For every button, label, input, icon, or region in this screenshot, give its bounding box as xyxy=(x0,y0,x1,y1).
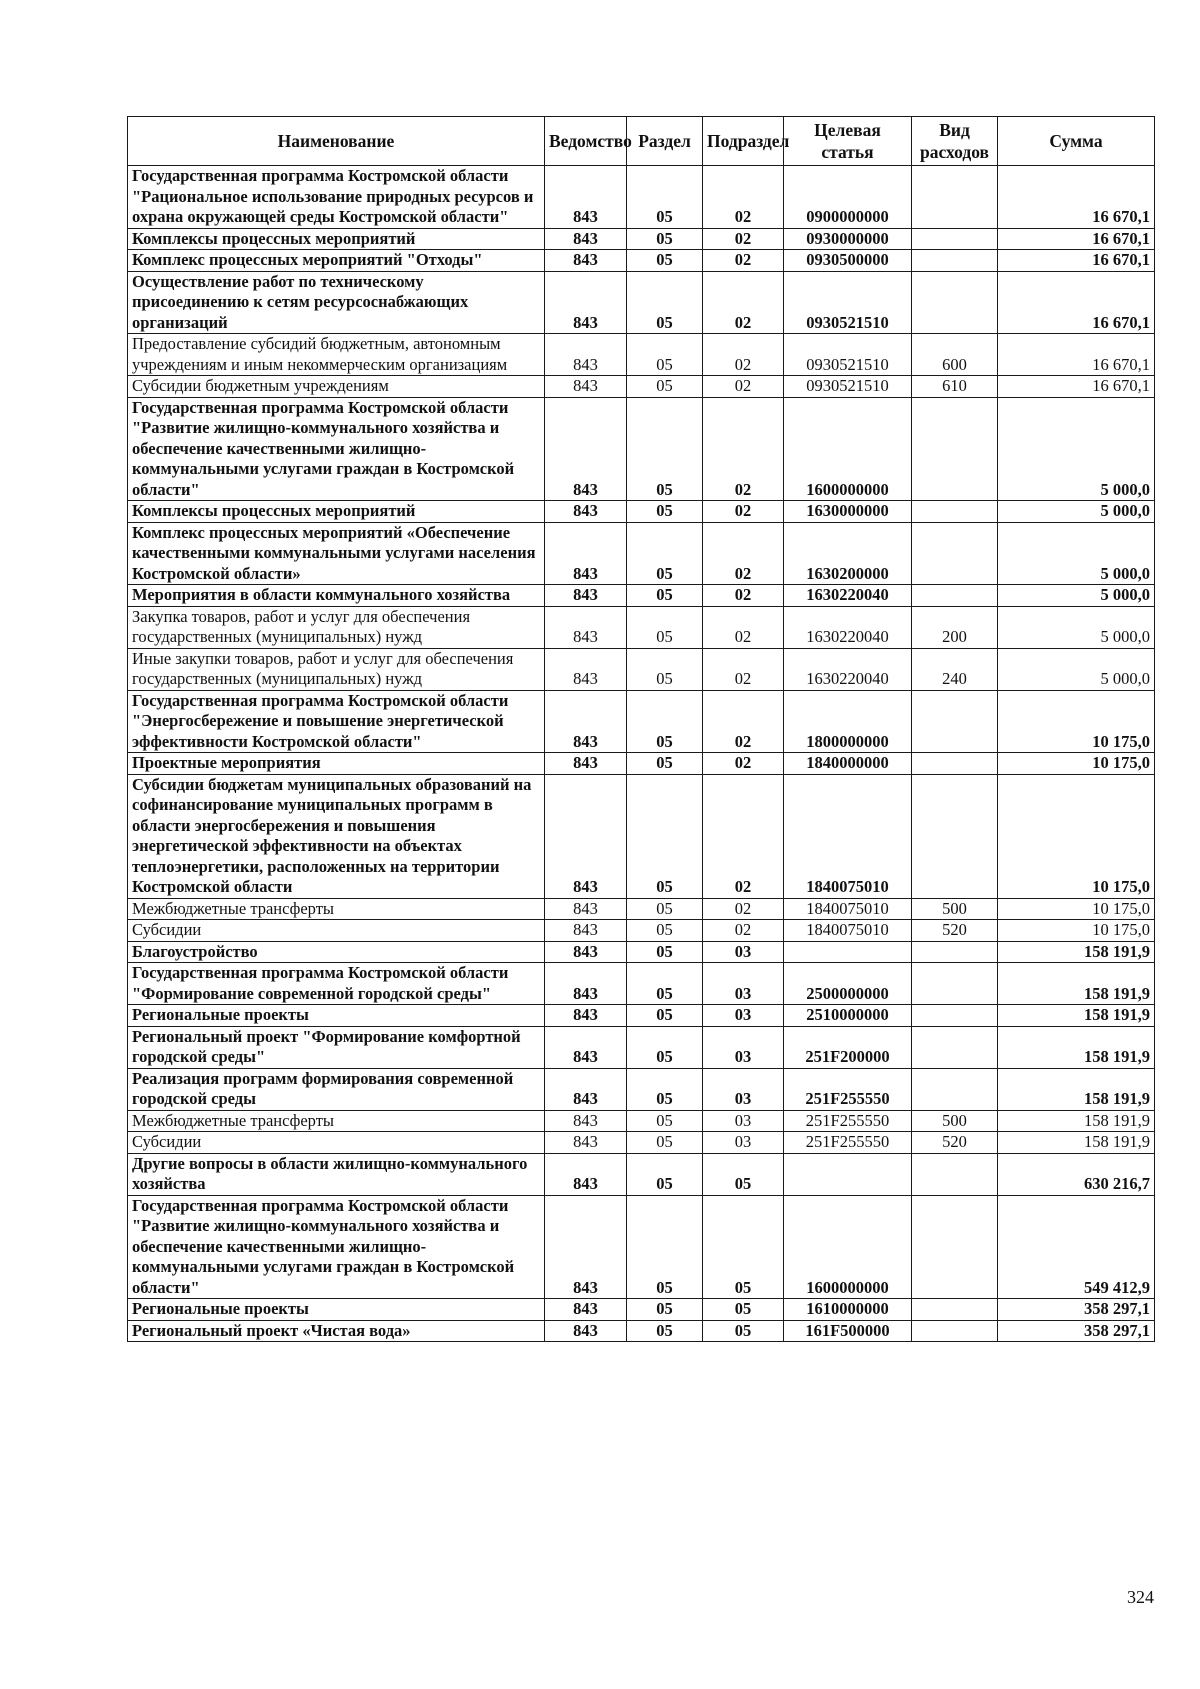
row-department: 843 xyxy=(545,648,627,690)
row-section: 05 xyxy=(627,941,703,963)
row-department: 843 xyxy=(545,1320,627,1342)
table-row xyxy=(128,774,1155,898)
row-department: 843 xyxy=(545,334,627,376)
row-expense-type xyxy=(912,501,998,523)
row-subsection: 03 xyxy=(703,963,784,1005)
row-sum: 630 216,7 xyxy=(998,1153,1155,1195)
row-sum: 16 670,1 xyxy=(998,228,1155,250)
row-sum: 158 191,9 xyxy=(998,1026,1155,1068)
row-name: Региональные проекты xyxy=(128,1299,545,1321)
table-header-row xyxy=(128,117,1155,166)
row-target-article: 251F255550 xyxy=(784,1110,912,1132)
row-target-article xyxy=(784,1153,912,1195)
row-name: Региональный проект "Формирование комфортной городской среды" xyxy=(128,1026,545,1068)
header-section: Раздел xyxy=(627,117,703,166)
row-sum: 158 191,9 xyxy=(998,1110,1155,1132)
row-target-article: 1630220040 xyxy=(784,648,912,690)
row-name: Благоустройство xyxy=(128,941,545,963)
row-subsection: 02 xyxy=(703,690,784,753)
row-department: 843 xyxy=(545,585,627,607)
row-department: 843 xyxy=(545,501,627,523)
row-target-article: 1840075010 xyxy=(784,898,912,920)
row-section: 05 xyxy=(627,1320,703,1342)
row-expense-type: 610 xyxy=(912,376,998,398)
row-sum: 5 000,0 xyxy=(998,522,1155,585)
row-section: 05 xyxy=(627,774,703,898)
row-department: 843 xyxy=(545,1005,627,1027)
row-department: 843 xyxy=(545,1068,627,1110)
row-subsection: 02 xyxy=(703,166,784,229)
header-target-article: Целевая статья xyxy=(784,117,912,166)
row-department: 843 xyxy=(545,271,627,334)
row-sum: 158 191,9 xyxy=(998,963,1155,1005)
row-target-article: 251F200000 xyxy=(784,1026,912,1068)
row-target-article: 1630220040 xyxy=(784,585,912,607)
row-name: Региональный проект «Чистая вода» xyxy=(128,1320,545,1342)
row-sum: 10 175,0 xyxy=(998,753,1155,775)
row-name: Мероприятия в области коммунального хозяйства xyxy=(128,585,545,607)
row-name: Закупка товаров, работ и услуг для обеспечения государственных (муниципальных) нужд xyxy=(128,606,545,648)
row-department: 843 xyxy=(545,898,627,920)
row-subsection: 02 xyxy=(703,271,784,334)
row-name: Комплекс процессных мероприятий «Обеспечение качественными коммунальными услугами населения Костромской области» xyxy=(128,522,545,585)
row-sum: 5 000,0 xyxy=(998,397,1155,501)
budget-table xyxy=(127,116,1155,1342)
row-name: Субсидии бюджетам муниципальных образований на софинансирование муниципальных программ в области энергосбережения и повышения энергетической эффективности на объектах теплоэнергетики, расположенных на территории Костромской области xyxy=(128,774,545,898)
table-row xyxy=(128,1153,1155,1195)
row-section: 05 xyxy=(627,585,703,607)
row-subsection: 02 xyxy=(703,648,784,690)
row-subsection: 05 xyxy=(703,1320,784,1342)
row-expense-type xyxy=(912,522,998,585)
table-row xyxy=(128,271,1155,334)
row-name: Осуществление работ по техническому присоединению к сетям ресурсоснабжающих организаций xyxy=(128,271,545,334)
row-department: 843 xyxy=(545,606,627,648)
row-name: Региональные проекты xyxy=(128,1005,545,1027)
table-row xyxy=(128,166,1155,229)
row-name: Межбюджетные трансферты xyxy=(128,898,545,920)
row-subsection: 02 xyxy=(703,898,784,920)
row-section: 05 xyxy=(627,1195,703,1299)
row-name: Проектные мероприятия xyxy=(128,753,545,775)
table-row xyxy=(128,963,1155,1005)
table-row xyxy=(128,501,1155,523)
row-target-article: 1840000000 xyxy=(784,753,912,775)
row-target-article: 0930521510 xyxy=(784,334,912,376)
row-name: Предоставление субсидий бюджетным, автономным учреждениям и иным некоммерческим организациям xyxy=(128,334,545,376)
row-subsection: 02 xyxy=(703,920,784,942)
row-expense-type xyxy=(912,774,998,898)
row-name: Государственная программа Костромской области "Развитие жилищно-коммунального хозяйства и обеспечение качественными жилищно-коммунальными услугами граждан в Костромской области" xyxy=(128,397,545,501)
row-department: 843 xyxy=(545,1026,627,1068)
row-target-article: 161F500000 xyxy=(784,1320,912,1342)
row-sum: 10 175,0 xyxy=(998,898,1155,920)
table-row xyxy=(128,941,1155,963)
row-department: 843 xyxy=(545,1153,627,1195)
row-expense-type xyxy=(912,166,998,229)
row-section: 05 xyxy=(627,271,703,334)
header-sum: Сумма xyxy=(998,117,1155,166)
row-department: 843 xyxy=(545,690,627,753)
row-expense-type xyxy=(912,963,998,1005)
row-expense-type: 240 xyxy=(912,648,998,690)
row-department: 843 xyxy=(545,1110,627,1132)
table-row xyxy=(128,1132,1155,1154)
row-subsection: 02 xyxy=(703,522,784,585)
row-section: 05 xyxy=(627,166,703,229)
table-row xyxy=(128,898,1155,920)
table-row xyxy=(128,1320,1155,1342)
row-target-article: 251F255550 xyxy=(784,1132,912,1154)
row-sum: 10 175,0 xyxy=(998,920,1155,942)
row-expense-type xyxy=(912,1068,998,1110)
row-subsection: 02 xyxy=(703,250,784,272)
row-subsection: 02 xyxy=(703,228,784,250)
row-section: 05 xyxy=(627,376,703,398)
row-sum: 158 191,9 xyxy=(998,1005,1155,1027)
row-sum: 158 191,9 xyxy=(998,1068,1155,1110)
row-section: 05 xyxy=(627,1026,703,1068)
row-department: 843 xyxy=(545,753,627,775)
row-subsection: 03 xyxy=(703,1026,784,1068)
row-section: 05 xyxy=(627,1153,703,1195)
row-expense-type xyxy=(912,690,998,753)
header-subsection: Подраздел xyxy=(703,117,784,166)
table-row xyxy=(128,606,1155,648)
row-department: 843 xyxy=(545,1195,627,1299)
row-section: 05 xyxy=(627,1132,703,1154)
row-name: Комплексы процессных мероприятий xyxy=(128,228,545,250)
row-target-article: 1840075010 xyxy=(784,774,912,898)
row-sum: 5 000,0 xyxy=(998,606,1155,648)
row-expense-type xyxy=(912,1153,998,1195)
row-sum: 5 000,0 xyxy=(998,585,1155,607)
row-expense-type xyxy=(912,753,998,775)
table-row xyxy=(128,920,1155,942)
row-department: 843 xyxy=(545,376,627,398)
table-row xyxy=(128,1005,1155,1027)
row-name: Субсидии бюджетным учреждениям xyxy=(128,376,545,398)
table-row xyxy=(128,376,1155,398)
row-subsection: 03 xyxy=(703,1005,784,1027)
table-row xyxy=(128,228,1155,250)
table-row xyxy=(128,397,1155,501)
row-expense-type xyxy=(912,1299,998,1321)
row-target-article: 0930521510 xyxy=(784,376,912,398)
row-name: Государственная программа Костромской области "Формирование современной городской среды" xyxy=(128,963,545,1005)
row-section: 05 xyxy=(627,690,703,753)
row-subsection: 03 xyxy=(703,941,784,963)
row-sum: 16 670,1 xyxy=(998,376,1155,398)
row-section: 05 xyxy=(627,1110,703,1132)
row-name: Государственная программа Костромской области "Энергосбережение и повышение энергетической эффективности Костромской области" xyxy=(128,690,545,753)
row-target-article: 2510000000 xyxy=(784,1005,912,1027)
row-expense-type xyxy=(912,1026,998,1068)
row-department: 843 xyxy=(545,166,627,229)
row-expense-type xyxy=(912,941,998,963)
row-target-article: 0930000000 xyxy=(784,228,912,250)
row-target-article: 0900000000 xyxy=(784,166,912,229)
row-sum: 5 000,0 xyxy=(998,648,1155,690)
row-section: 05 xyxy=(627,753,703,775)
header-department: Ведомство xyxy=(545,117,627,166)
row-target-article: 1800000000 xyxy=(784,690,912,753)
header-name: Наименование xyxy=(128,117,545,166)
row-subsection: 02 xyxy=(703,753,784,775)
table-row xyxy=(128,1026,1155,1068)
row-sum: 358 297,1 xyxy=(998,1299,1155,1321)
row-section: 05 xyxy=(627,228,703,250)
row-name: Комплекс процессных мероприятий "Отходы" xyxy=(128,250,545,272)
row-sum: 10 175,0 xyxy=(998,774,1155,898)
row-name: Реализация программ формирования современной городской среды xyxy=(128,1068,545,1110)
row-subsection: 02 xyxy=(703,376,784,398)
row-sum: 358 297,1 xyxy=(998,1320,1155,1342)
row-sum: 16 670,1 xyxy=(998,166,1155,229)
row-expense-type: 600 xyxy=(912,334,998,376)
row-name: Другие вопросы в области жилищно-коммунального хозяйства xyxy=(128,1153,545,1195)
row-department: 843 xyxy=(545,397,627,501)
row-subsection: 02 xyxy=(703,397,784,501)
table-row xyxy=(128,1299,1155,1321)
row-name: Межбюджетные трансферты xyxy=(128,1110,545,1132)
row-expense-type: 200 xyxy=(912,606,998,648)
table-row xyxy=(128,334,1155,376)
row-target-article: 0930500000 xyxy=(784,250,912,272)
row-name: Иные закупки товаров, работ и услуг для обеспечения государственных (муниципальных) нужд xyxy=(128,648,545,690)
row-expense-type xyxy=(912,228,998,250)
row-expense-type: 500 xyxy=(912,1110,998,1132)
row-sum: 16 670,1 xyxy=(998,250,1155,272)
row-department: 843 xyxy=(545,228,627,250)
row-target-article: 1600000000 xyxy=(784,1195,912,1299)
row-department: 843 xyxy=(545,920,627,942)
page-number: 324 xyxy=(1127,1587,1154,1607)
row-sum: 158 191,9 xyxy=(998,1132,1155,1154)
row-name: Субсидии xyxy=(128,920,545,942)
row-expense-type xyxy=(912,1320,998,1342)
row-section: 05 xyxy=(627,648,703,690)
row-subsection: 03 xyxy=(703,1110,784,1132)
row-expense-type xyxy=(912,250,998,272)
row-section: 05 xyxy=(627,1005,703,1027)
row-section: 05 xyxy=(627,522,703,585)
row-target-article: 1610000000 xyxy=(784,1299,912,1321)
row-section: 05 xyxy=(627,397,703,501)
header-expense-type: Вид расходов xyxy=(912,117,998,166)
row-sum: 549 412,9 xyxy=(998,1195,1155,1299)
table-row xyxy=(128,1110,1155,1132)
row-subsection: 02 xyxy=(703,774,784,898)
table-row xyxy=(128,522,1155,585)
row-expense-type: 500 xyxy=(912,898,998,920)
row-expense-type xyxy=(912,1005,998,1027)
row-expense-type: 520 xyxy=(912,1132,998,1154)
row-subsection: 02 xyxy=(703,606,784,648)
table-row xyxy=(128,648,1155,690)
row-department: 843 xyxy=(545,1299,627,1321)
row-expense-type: 520 xyxy=(912,920,998,942)
table-row xyxy=(128,690,1155,753)
row-subsection: 05 xyxy=(703,1195,784,1299)
row-section: 05 xyxy=(627,334,703,376)
row-expense-type xyxy=(912,585,998,607)
row-subsection: 05 xyxy=(703,1153,784,1195)
row-name: Субсидии xyxy=(128,1132,545,1154)
row-target-article: 0930521510 xyxy=(784,271,912,334)
row-name: Комплексы процессных мероприятий xyxy=(128,501,545,523)
row-department: 843 xyxy=(545,250,627,272)
row-section: 05 xyxy=(627,1299,703,1321)
row-section: 05 xyxy=(627,606,703,648)
row-target-article: 1630200000 xyxy=(784,522,912,585)
table-row xyxy=(128,250,1155,272)
row-department: 843 xyxy=(545,963,627,1005)
row-name: Государственная программа Костромской области "Развитие жилищно-коммунального хозяйства и обеспечение качественными жилищно-коммунальными услугами граждан в Костромской области" xyxy=(128,1195,545,1299)
row-sum: 16 670,1 xyxy=(998,334,1155,376)
row-department: 843 xyxy=(545,1132,627,1154)
row-expense-type xyxy=(912,271,998,334)
row-section: 05 xyxy=(627,501,703,523)
row-section: 05 xyxy=(627,1068,703,1110)
row-target-article: 1630000000 xyxy=(784,501,912,523)
table-row xyxy=(128,1195,1155,1299)
row-subsection: 02 xyxy=(703,585,784,607)
row-expense-type xyxy=(912,1195,998,1299)
row-subsection: 05 xyxy=(703,1299,784,1321)
row-department: 843 xyxy=(545,941,627,963)
row-sum: 10 175,0 xyxy=(998,690,1155,753)
row-department: 843 xyxy=(545,522,627,585)
row-name: Государственная программа Костромской области "Рациональное использование природных ресурсов и охрана окружающей среды Костромской области" xyxy=(128,166,545,229)
row-target-article: 251F255550 xyxy=(784,1068,912,1110)
row-department: 843 xyxy=(545,774,627,898)
row-target-article: 2500000000 xyxy=(784,963,912,1005)
row-subsection: 02 xyxy=(703,501,784,523)
table-row xyxy=(128,585,1155,607)
row-subsection: 02 xyxy=(703,334,784,376)
row-target-article: 1630220040 xyxy=(784,606,912,648)
row-section: 05 xyxy=(627,250,703,272)
row-expense-type xyxy=(912,397,998,501)
row-target-article: 1600000000 xyxy=(784,397,912,501)
row-section: 05 xyxy=(627,920,703,942)
row-section: 05 xyxy=(627,963,703,1005)
row-subsection: 03 xyxy=(703,1132,784,1154)
row-sum: 16 670,1 xyxy=(998,271,1155,334)
row-subsection: 03 xyxy=(703,1068,784,1110)
table-row xyxy=(128,753,1155,775)
row-section: 05 xyxy=(627,898,703,920)
row-sum: 5 000,0 xyxy=(998,501,1155,523)
row-sum: 158 191,9 xyxy=(998,941,1155,963)
row-target-article: 1840075010 xyxy=(784,920,912,942)
row-target-article xyxy=(784,941,912,963)
table-row xyxy=(128,1068,1155,1110)
